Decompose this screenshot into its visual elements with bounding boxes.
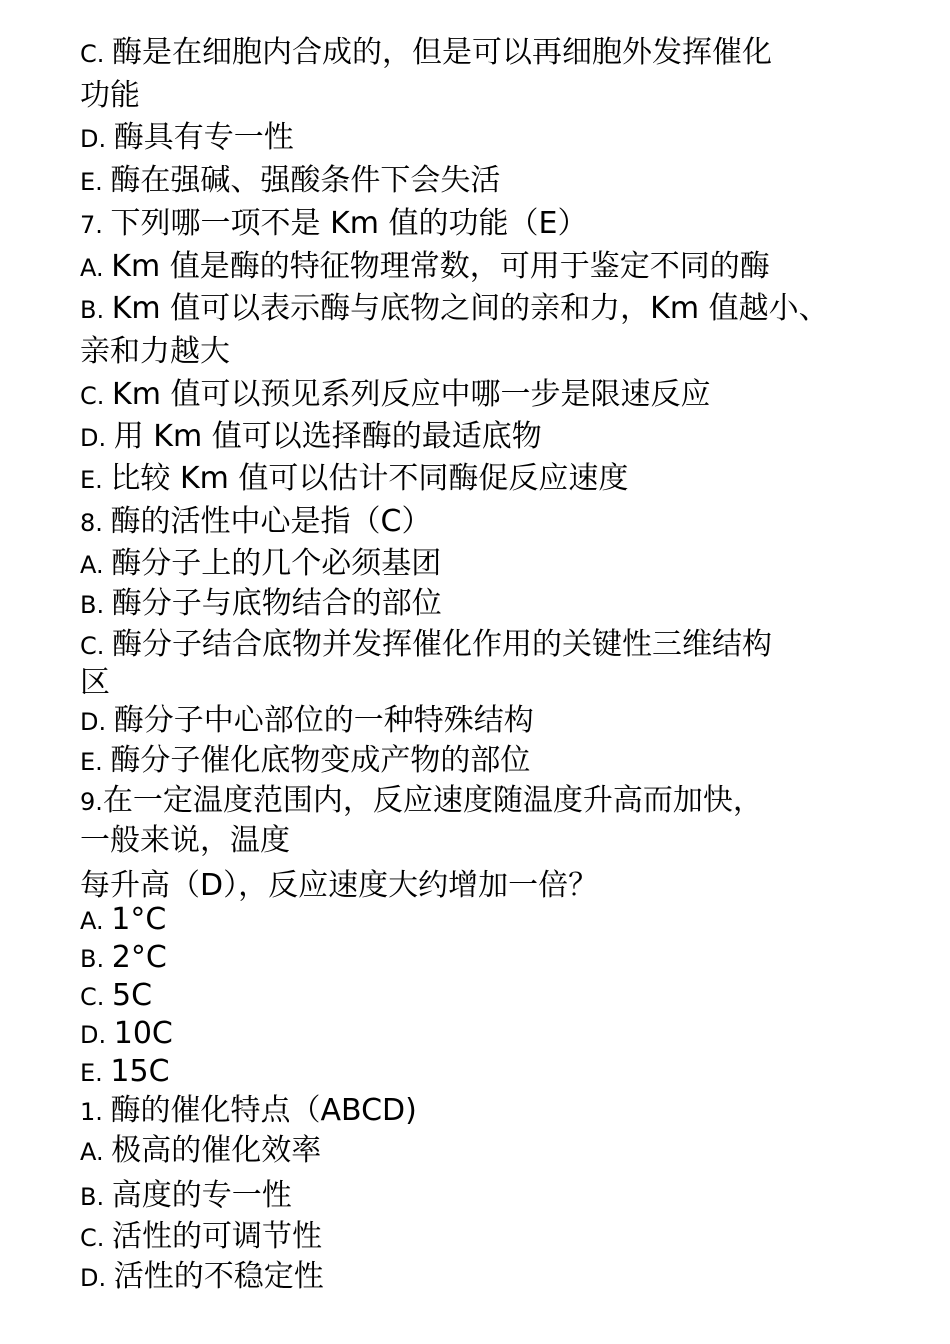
- text-line: [80, 1258, 324, 1297]
- line-text: 区: [80, 665, 110, 700]
- line-prefix: C.: [80, 632, 113, 660]
- line-text: 1°C: [111, 902, 167, 937]
- text-line: [80, 1092, 417, 1131]
- line-prefix: A.: [80, 1138, 112, 1166]
- line-text: 酶具有专一性: [113, 120, 294, 155]
- line-prefix: 7.: [80, 211, 111, 239]
- line-prefix: E.: [80, 168, 111, 196]
- text-line: [80, 460, 628, 499]
- line-prefix: D.: [80, 1264, 114, 1292]
- line-text: Km 值可以预见系列反应中哪一步是限速反应: [112, 377, 711, 412]
- line-text: 5C: [112, 978, 153, 1013]
- line-prefix: B.: [80, 591, 112, 619]
- line-text: 在一定温度范围内，反应速度随温度升高而加快，: [102, 783, 763, 818]
- line-prefix: 9.: [80, 788, 103, 816]
- line-prefix: C.: [80, 382, 113, 410]
- text-line: [80, 418, 542, 457]
- text-line: [80, 34, 772, 73]
- line-text: Km 值可以表示酶与底物之间的亲和力，Km 值越小、: [111, 291, 829, 326]
- text-line: [80, 822, 290, 861]
- text-line: [80, 977, 152, 1016]
- line-prefix: E.: [80, 466, 111, 494]
- text-line: [80, 503, 431, 542]
- text-line: [80, 702, 534, 741]
- text-line: [80, 545, 441, 584]
- text-line: [80, 1218, 322, 1257]
- text-line: [80, 626, 772, 665]
- text-line: [80, 333, 230, 372]
- line-text: 15C: [110, 1054, 170, 1089]
- text-line: [80, 376, 710, 415]
- line-text: 功能: [80, 78, 140, 113]
- text-line: [80, 290, 829, 329]
- text-line: [80, 742, 530, 781]
- text-line: [80, 782, 763, 821]
- text-line: [80, 205, 587, 244]
- line-text: 酶分子上的几个必须基团: [111, 546, 442, 581]
- line-text: 极高的催化效率: [111, 1133, 322, 1168]
- line-text: 活性的可调节性: [112, 1219, 323, 1254]
- text-line: [80, 664, 110, 703]
- line-text: 酶分子与底物结合的部位: [111, 586, 442, 621]
- line-prefix: D.: [80, 1021, 114, 1049]
- line-prefix: C.: [80, 1224, 113, 1252]
- line-prefix: B.: [80, 296, 112, 324]
- line-prefix: C.: [80, 40, 113, 68]
- text-line: [80, 119, 294, 158]
- line-prefix: C.: [80, 983, 113, 1011]
- line-text: 酶分子中心部位的一种特殊结构: [113, 703, 534, 738]
- text-line: [80, 1177, 292, 1216]
- line-text: 酶的活性中心是指（C）: [110, 504, 432, 539]
- line-text: 酶的催化特点（ABCD): [110, 1093, 417, 1128]
- line-prefix: A.: [80, 254, 112, 282]
- text-line: [80, 901, 166, 940]
- line-text: 亲和力越大: [80, 334, 230, 369]
- line-text: 用 Km 值可以选择酶的最适底物: [113, 419, 542, 454]
- text-line: [80, 939, 167, 978]
- line-text: 高度的专一性: [111, 1178, 292, 1213]
- line-text: 下列哪一项不是 Km 值的功能（E）: [110, 206, 588, 241]
- line-text: 酶分子催化底物变成产物的部位: [110, 743, 531, 778]
- line-text: Km 值是酶的特征物理常数，可用于鉴定不同的酶: [111, 249, 770, 284]
- line-text: 一般来说，温度: [80, 823, 290, 858]
- line-prefix: 8.: [80, 509, 111, 537]
- line-text: 比较 Km 值可以估计不同酶促反应速度: [110, 461, 629, 496]
- line-text: 酶分子结合底物并发挥催化作用的关键性三维结构: [112, 627, 773, 662]
- line-text: 酶是在细胞内合成的，但是可以再细胞外发挥催化: [112, 35, 773, 70]
- line-prefix: E.: [80, 748, 111, 776]
- line-text: 每升高（D），反应速度大约增加一倍？: [80, 868, 599, 903]
- line-text: 酶在强碱、强酸条件下会失活: [110, 163, 501, 198]
- text-line: [80, 1053, 170, 1092]
- line-text: 2°C: [111, 940, 167, 975]
- line-prefix: A.: [80, 551, 112, 579]
- line-prefix: B.: [80, 945, 112, 973]
- text-line: [80, 1015, 173, 1054]
- line-text: 10C: [113, 1016, 173, 1051]
- text-line: [80, 585, 442, 624]
- line-prefix: D.: [80, 424, 114, 452]
- text-line: [80, 162, 500, 201]
- line-text: 活性的不稳定性: [113, 1259, 324, 1294]
- line-prefix: B.: [80, 1183, 112, 1211]
- line-prefix: 1.: [80, 1098, 111, 1126]
- line-prefix: E.: [80, 1059, 111, 1087]
- line-prefix: A.: [80, 907, 112, 935]
- text-line: [80, 77, 140, 116]
- text-line: [80, 1132, 321, 1171]
- line-prefix: D.: [80, 708, 114, 736]
- line-prefix: D.: [80, 125, 114, 153]
- text-line: [80, 248, 770, 287]
